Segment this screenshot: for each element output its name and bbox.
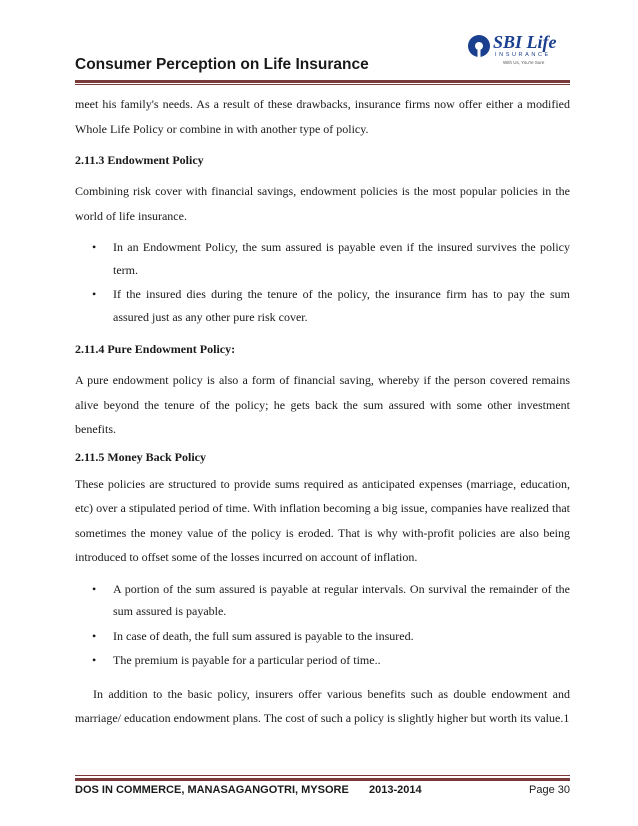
paragraph-intro: meet his family's needs. As a result of these drawbacks, insurance firms now offer either a modified Whole Life Policy or combine in with another type of policy. bbox=[75, 97, 570, 136]
header-title: Consumer Perception on Life Insurance bbox=[75, 56, 369, 73]
money-back-bullet-list bbox=[75, 578, 570, 672]
footer-department: DOS IN COMMERCE, MANASAGANGOTRI, MYSORE bbox=[75, 784, 349, 796]
page-number: Page 30 bbox=[529, 784, 570, 796]
list-item: • If the insured dies during the tenure of the policy, the insurance firm has to pay the sum assured just as any other pure risk cover. bbox=[75, 283, 570, 328]
page-header bbox=[75, 30, 570, 82]
sbi-logo-mark-icon bbox=[467, 34, 491, 58]
list-item: • A portion of the sum assured is payable at regular intervals. On survival the remainder of the sum assured is payable. bbox=[75, 578, 570, 623]
heading-money-back-policy: 2.11.5 Money Back Policy bbox=[75, 449, 206, 464]
header-rule-thin bbox=[75, 84, 570, 85]
footer-rule-thin bbox=[75, 775, 570, 776]
bullet-icon: • bbox=[92, 287, 97, 301]
list-item: • In case of death, the full sum assured is payable to the insured. bbox=[75, 625, 570, 648]
bullet-icon: • bbox=[92, 653, 97, 667]
sbi-life-logo bbox=[459, 30, 567, 72]
logo-tagline: With Us, You're Sure bbox=[503, 60, 545, 65]
bullet-icon: • bbox=[92, 628, 97, 643]
logo-sub: INSURANCE bbox=[495, 52, 551, 58]
list-item: • In an Endowment Policy, the sum assured is payable even if the insured survives the policy term. bbox=[75, 236, 570, 281]
paragraph-endowment: Combining risk cover with financial savings, endowment policies is the most popular policies in the world of life insurance. bbox=[75, 184, 570, 223]
page-body bbox=[75, 92, 570, 731]
logo-brand: SBI Life bbox=[493, 32, 557, 52]
list-item: • The premium is payable for a particular period of time.. bbox=[75, 649, 570, 672]
page-footer bbox=[75, 784, 570, 800]
header-rule bbox=[75, 80, 570, 83]
endowment-bullet-list bbox=[75, 236, 570, 328]
heading-endowment-policy: 2.11.3 Endowment Policy bbox=[75, 153, 204, 167]
paragraph-closing: In addition to the basic policy, insurers offer various benefits such as double endowment and marriage/ education endowment plans. The cost of such a policy is slightly higher but worth its value.1 bbox=[75, 686, 570, 725]
heading-pure-endowment-policy: 2.11.4 Pure Endowment Policy: bbox=[75, 342, 236, 356]
paragraph-money-back: These policies are structured to provide sums required as anticipated expenses (marriage, education, etc) over a stipulated period of time. With inflation becoming a big issue, companies have realized that sometimes the money value of the policy is eroded. That is why with-profit policies are also being introduced to offset some of the losses incurred on account of inflation. bbox=[75, 476, 570, 564]
bullet-icon: • bbox=[92, 581, 97, 596]
footer-year: 2013-2014 bbox=[369, 784, 422, 796]
bullet-icon: • bbox=[92, 240, 97, 254]
paragraph-pure-endowment: A pure endowment policy is also a form of financial saving, whereby if the person covered remains alive beyond the tenure of the policy; he gets back the sum assured with some other investment benefits. bbox=[75, 373, 570, 436]
footer-rule bbox=[75, 778, 570, 781]
